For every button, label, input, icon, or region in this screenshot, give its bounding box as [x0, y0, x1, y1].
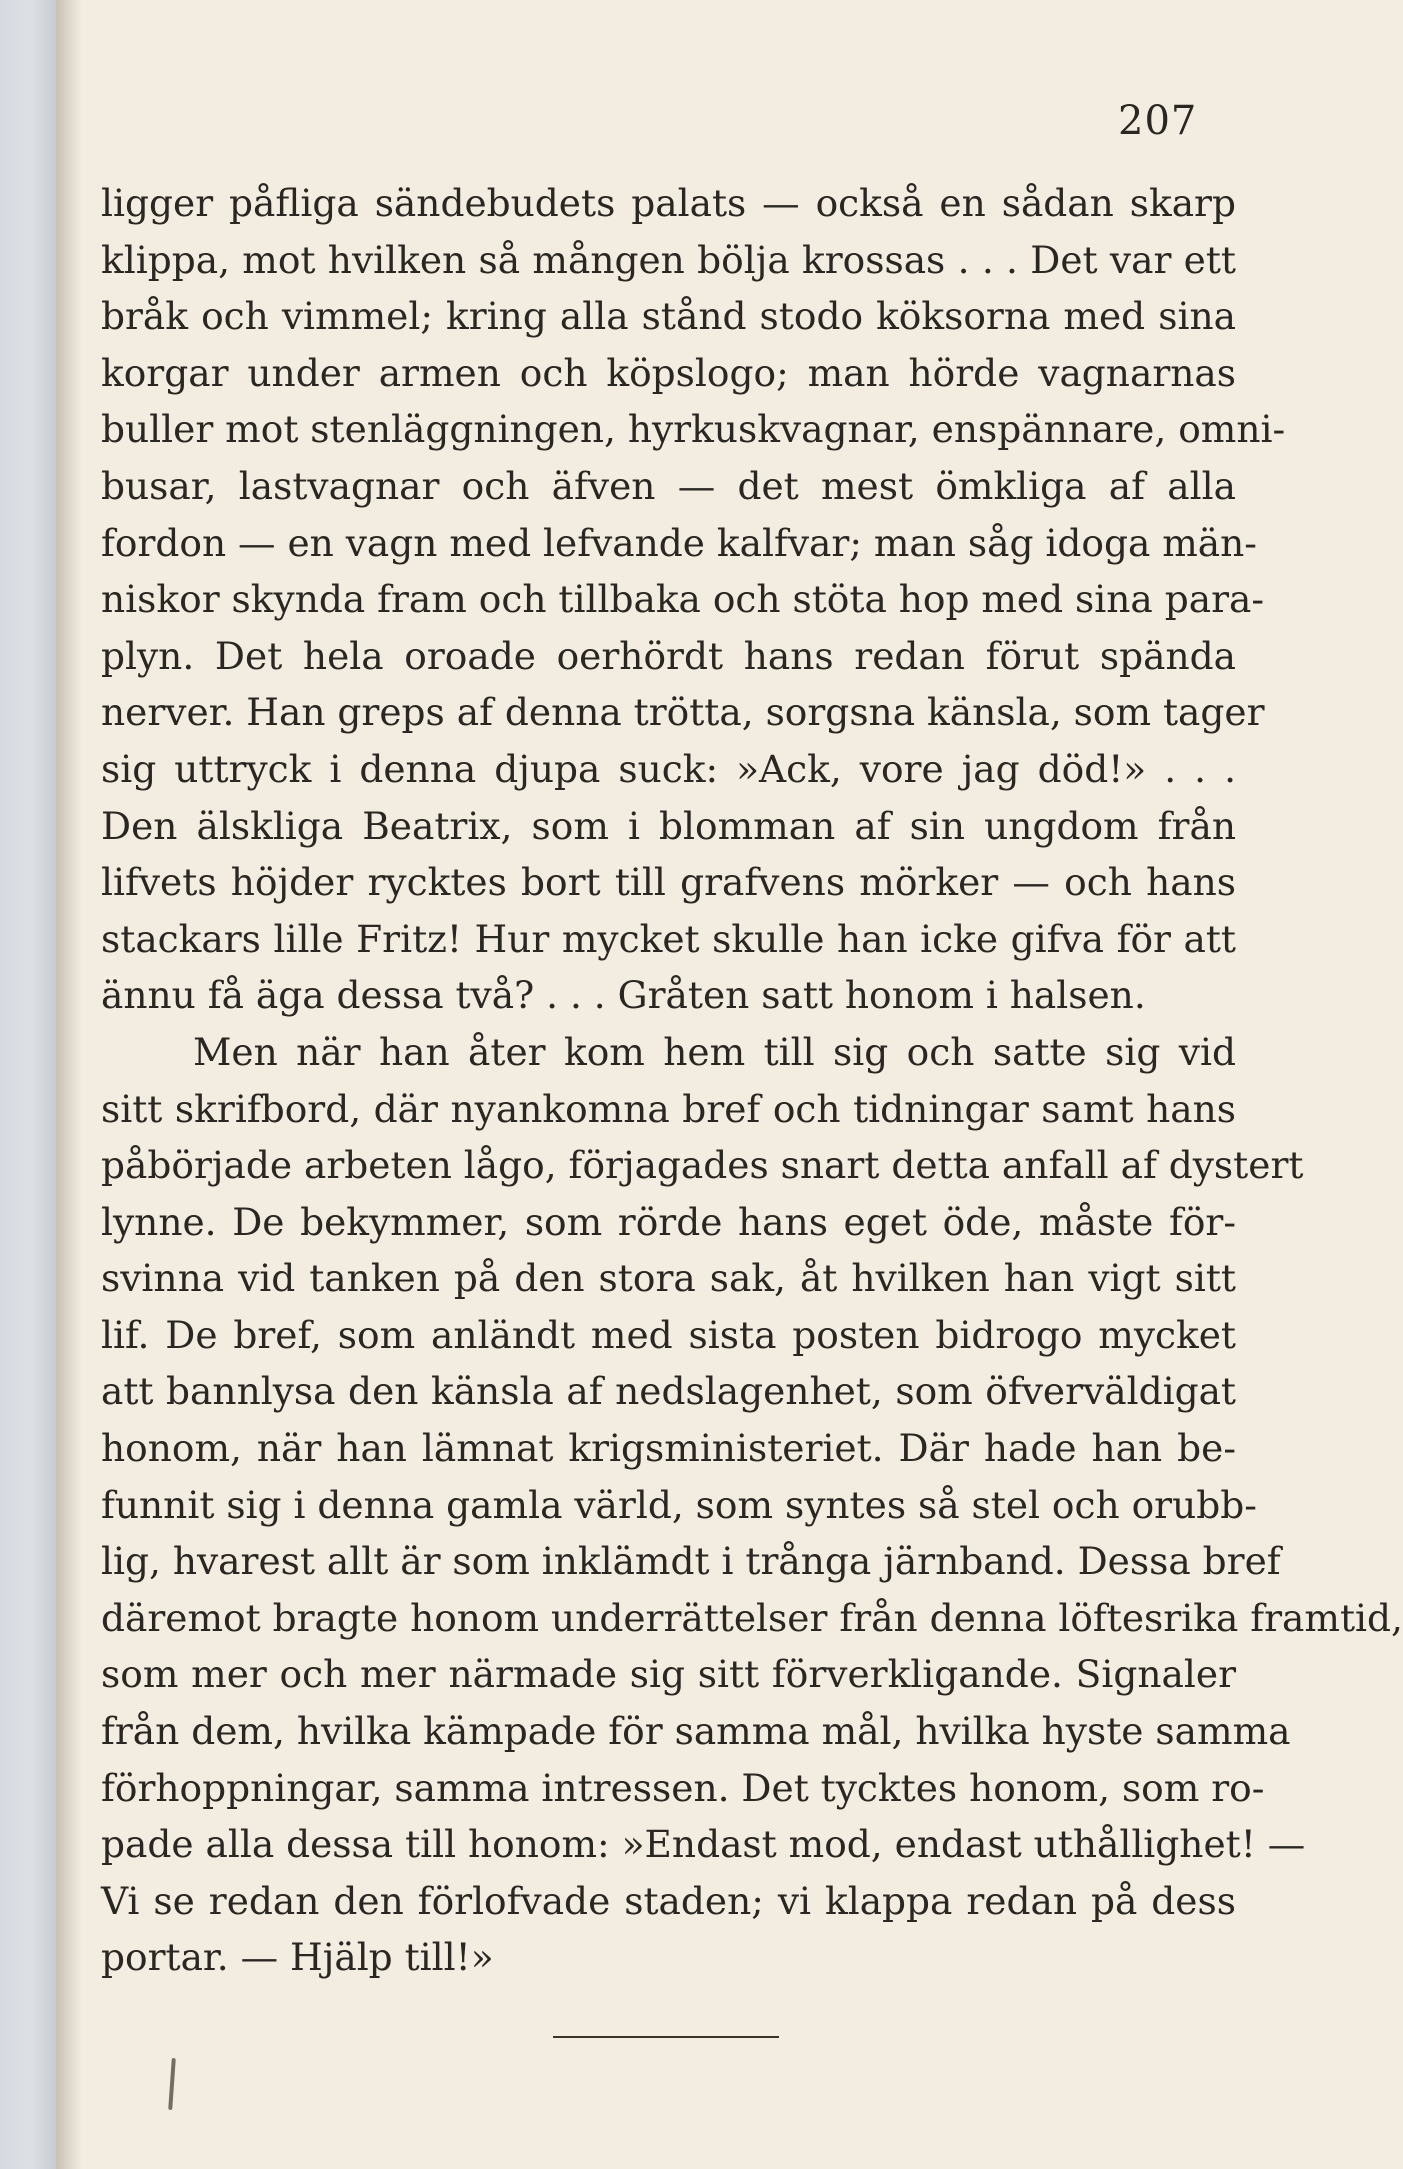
- text-line: Vi se redan den förlofvade staden; vi klappa redan på dess: [101, 1878, 1236, 1923]
- text-line: Men när han åter kom hem till sig och satte sig vid: [193, 1029, 1236, 1074]
- text-line: påbörjade arbeten lågo, förjagades snart detta anfall af dystert: [101, 1143, 1304, 1188]
- text-line: svinna vid tanken på den stora sak, åt hvilken han vigt sitt: [101, 1256, 1236, 1301]
- text-line: lynne. De bekymmer, som rörde hans eget öde, måste för-: [101, 1199, 1236, 1244]
- text-line: portar. — Hjälp till!»: [101, 1935, 494, 1980]
- text-line: busar, lastvagnar och äfven — det mest ömkliga af alla: [101, 463, 1236, 508]
- ink-mark: [168, 2058, 176, 2110]
- text-line: lif. De bref, som anländt med sista posten bidrogo mycket: [101, 1312, 1236, 1357]
- text-line: förhoppningar, samma intressen. Det tycktes honom, som ro-: [101, 1765, 1265, 1810]
- text-line: klippa, mot hvilken så mången bölja krossas . . . Det var ett: [101, 237, 1236, 282]
- text-line: stackars lille Fritz! Hur mycket skulle han icke gifva för att: [101, 916, 1236, 961]
- text-line: buller mot stenläggningen, hyrkuskvagnar, enspännare, omni-: [101, 407, 1286, 452]
- body-text: [101, 175, 1403, 1986]
- text-line: däremot bragte honom underrättelser från denna löftesrika framtid,: [101, 1595, 1403, 1640]
- text-line: lifvets höjder rycktes bort till grafvens mörker — och hans: [101, 860, 1236, 905]
- text-line: som mer och mer närmade sig sitt förverkligande. Signaler: [101, 1652, 1236, 1697]
- text-line: plyn. Det hela oroade oerhördt hans redan förut spända: [101, 633, 1236, 678]
- text-line: sig uttryck i denna djupa suck: »Ack, vore jag död!» . . .: [101, 746, 1236, 791]
- text-line: fordon — en vagn med lefvande kalfvar; man såg idoga män-: [101, 520, 1257, 565]
- text-line: ännu få äga dessa två? . . . Gråten satt honom i halsen.: [101, 973, 1146, 1018]
- page-number: 207: [1118, 98, 1198, 144]
- page-left-edge: [0, 0, 56, 2169]
- text-line: sitt skrifbord, där nyankomna bref och tidningar samt hans: [101, 1086, 1236, 1131]
- text-line: ligger påfliga sändebudets palats — också en sådan skarp: [101, 181, 1236, 225]
- text-line: Den älskliga Beatrix, som i blomman af sin ungdom från: [101, 803, 1236, 848]
- text-line: att bannlysa den känsla af nedslagenhet, som öfverväldigat: [101, 1369, 1236, 1414]
- text-line: bråk och vimmel; kring alla stånd stodo köksorna med sina: [101, 294, 1236, 339]
- binding-shadow: [56, 0, 82, 2169]
- text-line: korgar under armen och köpslogo; man hörde vagnarnas: [101, 350, 1236, 395]
- text-line: niskor skynda fram och tillbaka och stöta hop med sina para-: [101, 577, 1265, 622]
- end-rule: [553, 2036, 779, 2038]
- text-line: honom, när han lämnat krigsministeriet. Där hade han be-: [101, 1426, 1236, 1471]
- text-line: från dem, hvilka kämpade för samma mål, hvilka hyste samma: [101, 1709, 1291, 1754]
- text-line: nerver. Han greps af denna trötta, sorgsna känsla, som tager: [101, 690, 1265, 735]
- paragraph: [101, 175, 1286, 1024]
- text-line: lig, hvarest allt är som inklämdt i trånga järnband. Dessa bref: [101, 1539, 1281, 1584]
- text-line: pade alla dessa till honom: »Endast mod, endast uthållighet! —: [101, 1822, 1306, 1867]
- paragraph: [101, 1024, 1403, 1986]
- text-line: funnit sig i denna gamla värld, som syntes så stel och orubb-: [101, 1482, 1257, 1527]
